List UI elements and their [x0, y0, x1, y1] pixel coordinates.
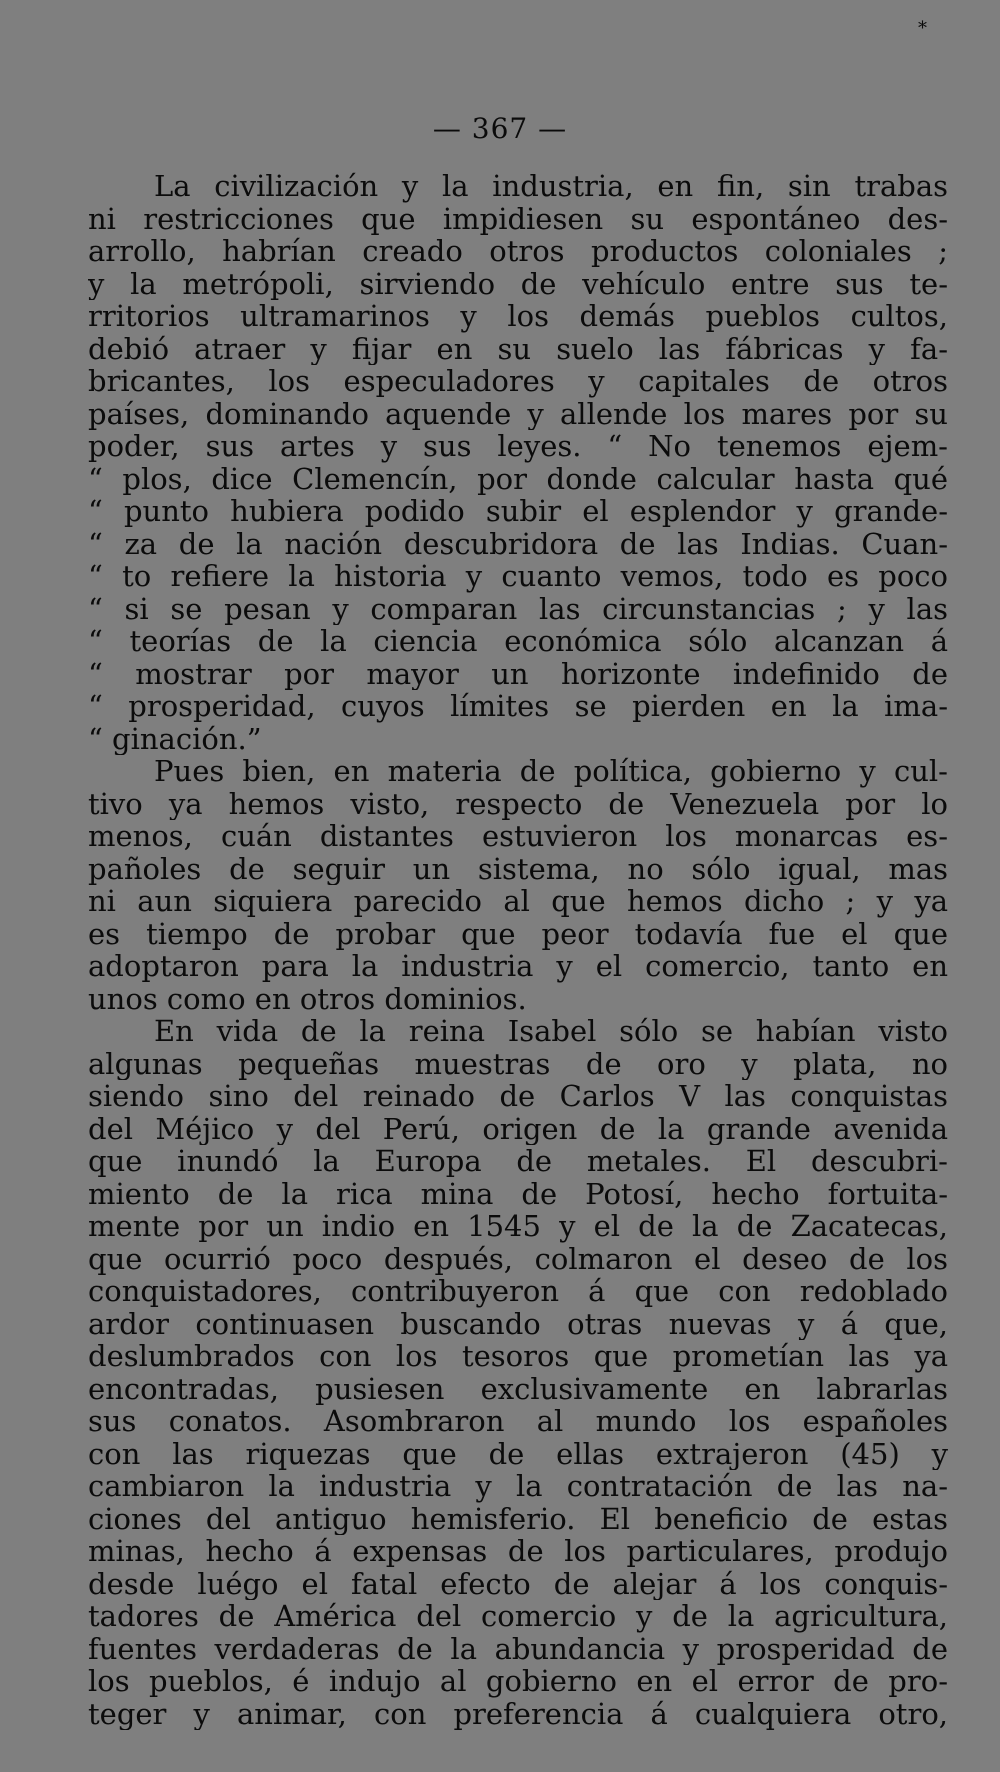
text-line: siendo sino del reinado de Carlos V las conquistas — [88, 1080, 948, 1113]
text-line: “ si se pesan y comparan las circunstancias ; y las — [88, 592, 948, 625]
text-line: algunas pequeñas muestras de oro y plata, no — [88, 1047, 948, 1080]
body-text — [88, 170, 948, 1730]
text-line: fuentes verdaderas de la abundancia y prosperidad de — [88, 1632, 948, 1665]
text-line: “ to refiere la historia y cuanto vemos, todo es poco — [88, 560, 948, 593]
text-line: tadores de América del comercio y de la agricultura, — [88, 1600, 948, 1633]
text-line: “ ginación.” — [88, 722, 262, 755]
text-line: adoptaron para la industria y el comercio, tanto en — [88, 950, 948, 983]
text-line: los pueblos, é indujo al gobierno en el error de pro- — [88, 1665, 948, 1698]
text-line: menos, cuán distantes estuvieron los monarcas es- — [88, 820, 948, 853]
text-line: deslumbrados con los tesoros que prometían las ya — [88, 1340, 948, 1373]
text-line: pañoles de seguir un sistema, no sólo igual, mas — [88, 852, 948, 885]
text-line: ni restricciones que impidiesen su espontáneo des- — [88, 202, 948, 235]
text-line: países, dominando aquende y allende los mares por su — [88, 397, 948, 430]
text-line: “ za de la nación descubridora de las Indias. Cuan- — [88, 527, 948, 560]
text-line: cambiaron la industria y la contratación de las na- — [88, 1470, 948, 1503]
text-line: ciones del antiguo hemisferio. El beneficio de estas — [88, 1502, 948, 1535]
text-line: sus conatos. Asombraron al mundo los españoles — [88, 1405, 948, 1438]
text-line: “ plos, dice Clemencín, por donde calcular hasta qué — [88, 462, 948, 495]
text-line: “ prosperidad, cuyos límites se pierden en la ima- — [88, 690, 948, 723]
text-line: arrollo, habrían creado otros productos coloniales ; — [88, 235, 948, 268]
text-line: que inundó la Europa de metales. El descubri- — [88, 1145, 948, 1178]
text-line: “ mostrar por mayor un horizonte indefinido de — [88, 657, 948, 690]
text-line: debió atraer y fijar en su suelo las fábricas y fa- — [88, 332, 948, 365]
text-line: Pues bien, en materia de política, gobierno y cul- — [154, 755, 948, 788]
text-line: “ teorías de la ciencia económica sólo alcanzan á — [88, 625, 948, 658]
text-line: mente por un indio en 1545 y el de la de Zacatecas, — [88, 1210, 948, 1243]
text-line: conquistadores, contribuyeron á que con redoblado — [88, 1275, 948, 1308]
text-line: del Méjico y del Perú, origen de la grande avenida — [88, 1112, 948, 1145]
text-line: ardor continuasen buscando otras nuevas y á que, — [88, 1307, 948, 1340]
text-line: La civilización y la industria, en fin, sin trabas — [154, 170, 948, 203]
text-line: minas, hecho á expensas de los particulares, produjo — [88, 1535, 948, 1568]
text-line: En vida de la reina Isabel sólo se habían visto — [154, 1015, 948, 1048]
text-line: “ punto hubiera podido subir el esplendor y grande- — [88, 495, 948, 528]
text-line: desde luégo el fatal efecto de alejar á los conquis- — [88, 1567, 948, 1600]
corner-mark: ⁎ — [918, 12, 927, 33]
text-line: miento de la rica mina de Potosí, hecho fortuita- — [88, 1177, 948, 1210]
text-line: rritorios ultramarinos y los demás pueblos cultos, — [88, 300, 948, 333]
text-line: teger y animar, con preferencia á cualquiera otro, — [88, 1697, 948, 1730]
page-number: — 367 — — [432, 112, 568, 145]
text-line: poder, sus artes y sus leyes. “ No tenemos ejem- — [88, 430, 948, 463]
text-line: es tiempo de probar que peor todavía fue el que — [88, 917, 948, 950]
text-line: con las riquezas que de ellas extrajeron (45) y — [88, 1437, 948, 1470]
text-line: y la metrópoli, sirviendo de vehículo entre sus te- — [88, 267, 948, 300]
text-line: tivo ya hemos visto, respecto de Venezuela por lo — [88, 787, 948, 820]
text-line: ni aun siquiera parecido al que hemos dicho ; y ya — [88, 885, 948, 918]
text-line: unos como en otros dominios. — [88, 982, 527, 1015]
text-line: que ocurrió poco después, colmaron el deseo de los — [88, 1242, 948, 1275]
text-line: encontradas, pusiesen exclusivamente en labrarlas — [88, 1372, 948, 1405]
text-line: bricantes, los especuladores y capitales de otros — [88, 365, 948, 398]
